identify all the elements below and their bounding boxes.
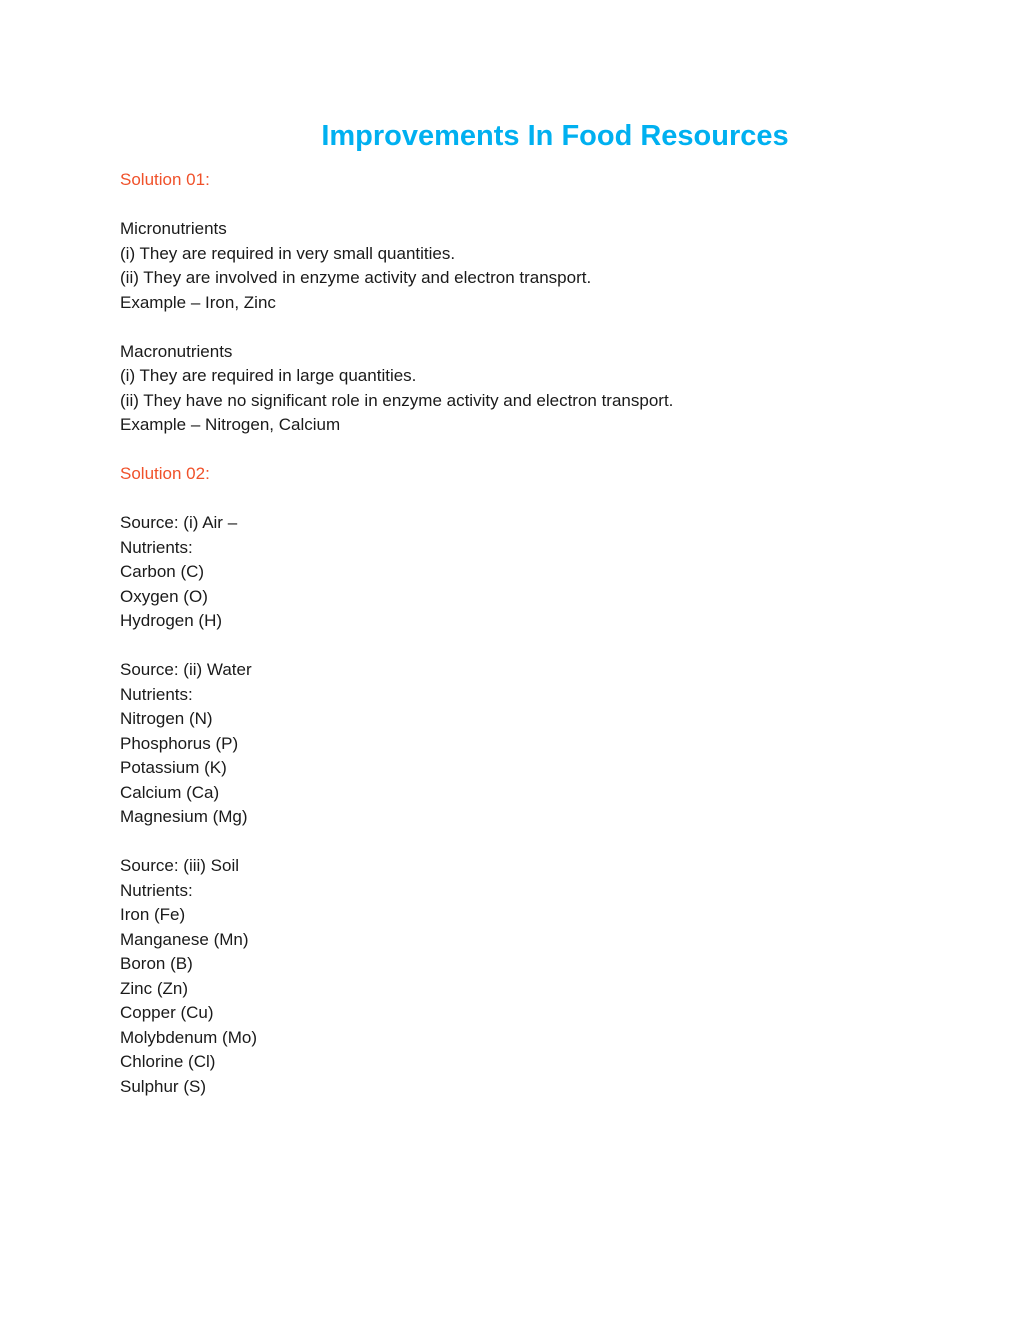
nutrient-item: Nitrogen (N) [120,709,213,728]
nutrient-item: Molybdenum (Mo) [120,1027,257,1047]
micronutrients-label: Micronutrients [120,219,227,238]
document-body [120,168,920,1099]
spacer [120,315,920,340]
source-soil-section [120,854,920,1099]
solution-1-heading: Solution 01: [120,170,210,189]
micronutrients-example: Example – Iron, Zinc [120,292,276,312]
spacer [120,830,920,855]
nutrient-item: Iron (Fe) [120,905,186,924]
nutrient-item: Copper (Cu) [120,1003,214,1022]
spacer [120,438,920,463]
micronutrients-section [120,217,920,315]
source-air-label: Source: (i) Air – [120,513,238,532]
source-water-section [120,658,920,830]
nutrient-item: Sulphur (S) [120,1076,206,1096]
nutrients-label: Nutrients: [120,537,193,557]
source-water-label: Source: (ii) Water [120,660,252,679]
nutrient-item: Zinc (Zn) [120,978,188,998]
micronutrients-point-1: (i) They are required in very small quantities. [120,243,456,263]
macronutrients-section [120,340,920,438]
page-title: Improvements In Food Resources [321,120,789,152]
nutrients-label: Nutrients: [120,880,193,900]
nutrient-item: Potassium (K) [120,758,227,777]
spacer [120,634,920,659]
source-air-section [120,511,920,634]
micronutrients-point-2: (ii) They are involved in enzyme activity and electron transport. [120,268,592,287]
source-soil-label: Source: (iii) Soil [120,856,240,875]
nutrient-item: Boron (B) [120,954,193,973]
nutrient-item: Manganese (Mn) [120,929,249,949]
macronutrients-label: Macronutrients [120,341,233,361]
nutrient-item: Hydrogen (H) [120,611,223,630]
nutrient-item: Carbon (C) [120,562,205,581]
solution-2-heading: Solution 02: [120,464,210,483]
spacer [120,487,920,512]
macronutrients-example: Example – Nitrogen, Calcium [120,415,341,434]
nutrient-item: Magnesium (Mg) [120,807,248,826]
nutrient-item: Chlorine (Cl) [120,1052,216,1071]
spacer [120,193,920,218]
nutrient-item: Oxygen (O) [120,586,208,606]
macronutrients-point-1: (i) They are required in large quantities. [120,366,417,385]
macronutrients-point-2: (ii) They have no significant role in enzyme activity and electron transport. [120,390,674,410]
nutrients-label: Nutrients: [120,684,193,704]
nutrient-item: Phosphorus (P) [120,733,239,753]
nutrient-item: Calcium (Ca) [120,782,220,802]
